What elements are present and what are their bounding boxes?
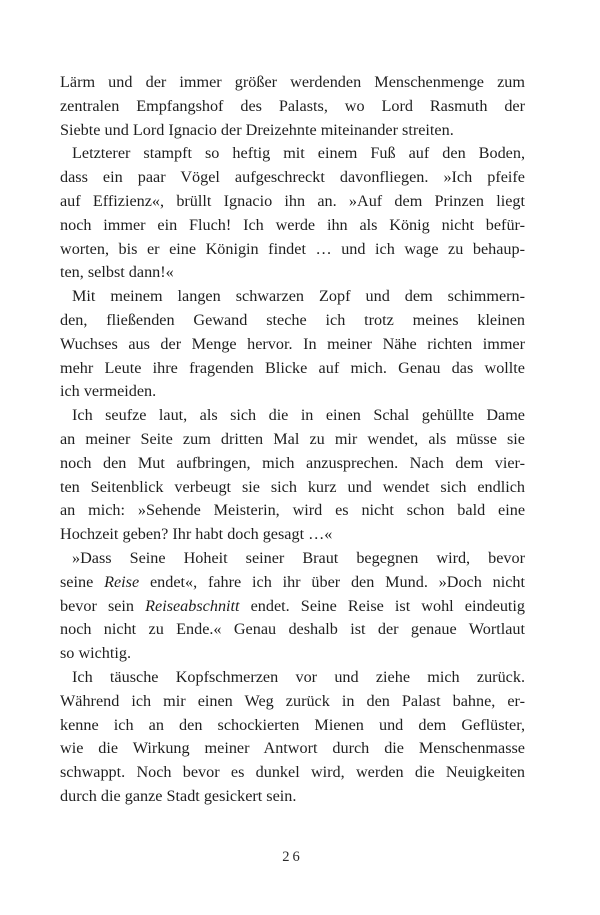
text-segment: Lärm und der immer größer werdenden Menschenmenge zum xyxy=(60,73,525,91)
text-line xyxy=(60,95,525,119)
text-line xyxy=(60,285,525,309)
text-segment: ten, selbst dann!« xyxy=(60,263,174,282)
paragraph xyxy=(60,285,525,404)
text-line xyxy=(60,618,525,642)
text-line xyxy=(60,71,525,95)
text-line xyxy=(60,333,525,357)
text-line xyxy=(60,142,525,166)
text-line xyxy=(60,428,525,452)
text-line xyxy=(60,214,525,238)
text-segment: worten, bis er eine Königin findet … und ich wage zu behaup- xyxy=(60,239,525,258)
text-segment: Hochzeit geben? Ihr habt doch gesagt …« xyxy=(60,525,333,544)
paragraph xyxy=(60,547,525,666)
text-line xyxy=(60,571,525,595)
text-line xyxy=(60,785,525,809)
text-line xyxy=(60,261,525,285)
text-segment: wie die Wirkung meiner Antwort durch die Menschenmasse xyxy=(60,739,525,758)
text-segment: an meiner Seite zum dritten Mal zu mir wendet, als müsse sie xyxy=(60,429,525,448)
text-line xyxy=(60,404,525,428)
text-line xyxy=(60,642,525,666)
text-line xyxy=(60,119,525,143)
paragraph xyxy=(60,666,525,809)
text-segment: Siebte und Lord Ignacio der Dreizehnte miteinander streiten. xyxy=(60,120,454,139)
text-segment: endet. Seine Reise ist wohl eindeutig xyxy=(239,596,526,615)
text-segment: endet«, fahre ich ihr über den Mund. »Doch nicht xyxy=(139,572,526,591)
text-segment: Ich seufze laut, als sich die in einen Schal gehüllte Dame xyxy=(72,406,525,425)
text-line xyxy=(60,761,525,785)
text-line xyxy=(60,547,525,571)
text-segment: dass ein paar Vögel aufgeschreckt davonfliegen. »Ich pfeife xyxy=(60,168,525,187)
text-segment: kenne ich an den schockierten Mienen und dem Geflüster, xyxy=(60,715,525,734)
text-line xyxy=(60,595,525,619)
text-segment: Wuchses aus der Menge hervor. In meiner Nähe richten immer xyxy=(60,334,525,353)
text-line xyxy=(60,737,525,761)
paragraph xyxy=(60,142,525,285)
text-line xyxy=(60,666,525,690)
text-segment: noch immer ein Fluch! Ich werde ihn als König nicht befür- xyxy=(60,215,525,234)
text-line xyxy=(60,238,525,262)
text-segment: noch den Mut aufbringen, mich anzusprechen. Nach dem vier- xyxy=(60,453,525,472)
text-segment: so wichtig. xyxy=(60,644,132,663)
text-line xyxy=(60,523,525,547)
text-line xyxy=(60,690,525,714)
text-segment: »Dass Seine Hoheit seiner Braut begegnen wird, bevor xyxy=(72,548,525,567)
text-segment: ich vermeiden. xyxy=(60,382,157,401)
text-segment: bevor sein xyxy=(60,596,146,615)
paragraph xyxy=(60,404,525,547)
text-segment: an mich: »Sehende Meisterin, wird es nicht schon bald eine xyxy=(60,501,525,520)
text-segment: Letzterer stampft so heftig mit einem Fuß auf den Boden, xyxy=(72,144,525,163)
text-line xyxy=(60,452,525,476)
text-segment: mehr Leute ihre fragenden Blicke auf mich. Genau das wollte xyxy=(60,358,525,377)
text-line xyxy=(60,357,525,381)
text-segment: noch nicht zu Ende.« Genau deshalb ist der genaue Wortlaut xyxy=(60,620,525,639)
text-segment: Ich täusche Kopfschmerzen vor und ziehe mich zurück. xyxy=(72,667,525,686)
text-line xyxy=(60,476,525,500)
text-segment: schwappt. Noch bevor es dunkel wird, werden die Neuigkeiten xyxy=(60,763,525,782)
page-number: 26 xyxy=(282,849,303,865)
text-line xyxy=(60,309,525,333)
text-line xyxy=(60,190,525,214)
text-block xyxy=(60,71,525,809)
text-line xyxy=(60,714,525,738)
text-line xyxy=(60,166,525,190)
text-segment: auf Effizienz«, brüllt Ignacio ihn an. »Auf dem Prinzen liegt xyxy=(60,191,525,210)
text-segment: ten Seitenblick verbeugt sie sich kurz und wendet sich endlich xyxy=(60,477,525,496)
italic-text: Reiseabschnitt xyxy=(145,596,240,615)
text-segment: Mit meinem langen schwarzen Zopf und dem schimmern- xyxy=(72,287,525,306)
text-line xyxy=(60,380,525,404)
italic-text: Reise xyxy=(104,572,140,591)
text-segment: Während ich mir einen Weg zurück in den Palast bahne, er- xyxy=(60,691,525,710)
paragraph xyxy=(60,71,525,142)
text-segment: zentralen Empfangshof des Palasts, wo Lord Rasmuth der xyxy=(60,96,525,115)
text-segment: den, fließenden Gewand steche ich trotz meines kleinen xyxy=(60,310,525,329)
text-segment: durch die ganze Stadt gesickert sein. xyxy=(60,786,297,805)
text-line xyxy=(60,499,525,523)
text-segment: seine xyxy=(60,572,105,591)
